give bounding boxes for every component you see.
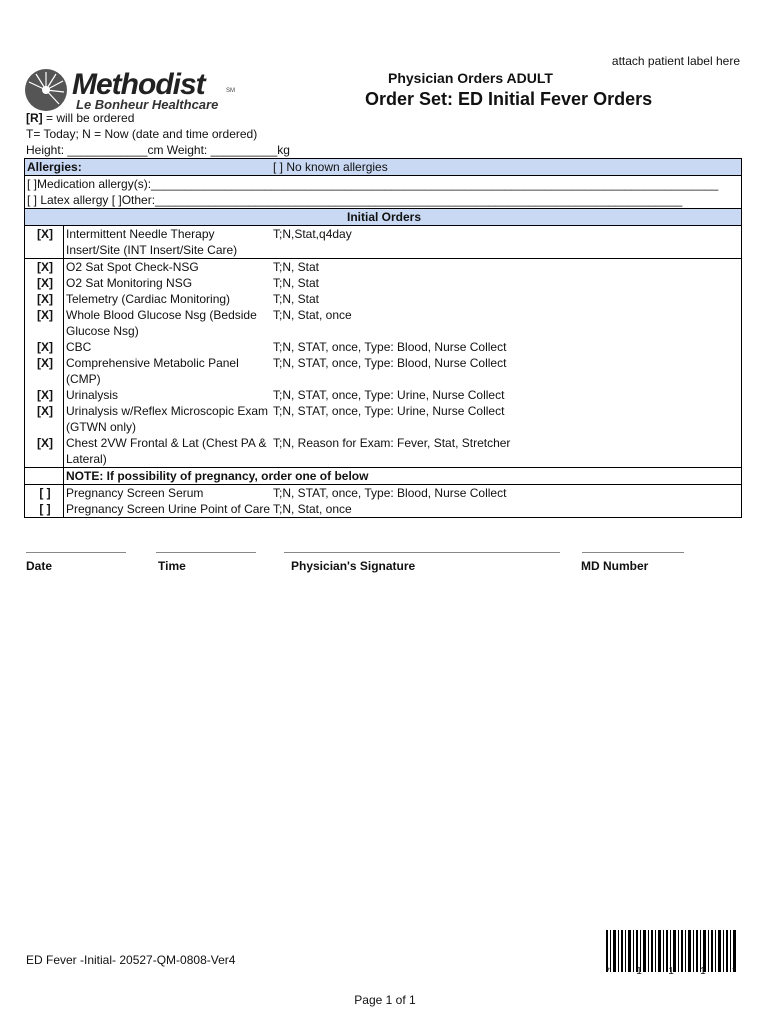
order-name: O2 Sat Monitoring NSG: [64, 275, 272, 291]
order-row: [25, 339, 742, 355]
order-details: T;N, STAT, once, Type: Urine, Nurse Collect: [273, 388, 505, 402]
order-row: [25, 501, 742, 518]
order-name: Whole Blood Glucose Nsg (Bedside Glucose Nsg): [64, 307, 272, 339]
order-details: T;N, STAT, once, Type: Urine, Nurse Collect: [273, 404, 505, 418]
order-row: [25, 259, 742, 276]
order-row: [25, 403, 742, 435]
order-checkbox[interactable]: [X]: [37, 404, 53, 418]
barcode-char: 1: [700, 966, 706, 977]
page-number: Page 1 of 1: [354, 993, 416, 1007]
order-details: T;N, STAT, once, Type: Blood, Nurse Collect: [273, 340, 507, 354]
order-checkbox[interactable]: [X]: [37, 436, 53, 450]
order-checkbox[interactable]: [X]: [37, 388, 53, 402]
order-name: Urinalysis: [64, 387, 272, 403]
order-row: [25, 226, 742, 259]
order-row: [25, 307, 742, 339]
order-row: [25, 387, 742, 403]
time-line[interactable]: [156, 552, 256, 553]
order-checkbox[interactable]: [ ]: [39, 502, 51, 516]
order-checkbox[interactable]: [X]: [37, 340, 53, 354]
logo-servicemark: SM: [226, 88, 235, 94]
order-name: Pregnancy Screen Urine Point of Care: [64, 501, 272, 518]
order-checkbox[interactable]: [X]: [37, 356, 53, 370]
order-details: T;N, Stat: [273, 292, 320, 306]
medication-allergy-row: [25, 176, 742, 193]
order-details: T;N, Reason for Exam: Fever, Stat, Stretcher: [273, 436, 511, 450]
physician-signature-line[interactable]: [284, 552, 560, 553]
logo-wordmark: Methodist: [72, 68, 205, 101]
order-row: [25, 485, 742, 502]
barcode-char: *: [606, 966, 610, 977]
time-label: Time: [158, 559, 186, 573]
height-weight-field[interactable]: Height: ____________cm Weight: __________kg: [26, 143, 290, 157]
methodist-logo: [24, 68, 239, 116]
order-details: T;N, STAT, once, Type: Blood, Nurse Collect: [271, 485, 742, 502]
order-name: Telemetry (Cardiac Monitoring): [64, 291, 272, 307]
order-checkbox[interactable]: [X]: [37, 292, 53, 306]
form-code: ED Fever -Initial- 20527-QM-0808-Ver4: [26, 953, 236, 967]
pregnancy-note-row: [25, 468, 742, 485]
order-checkbox[interactable]: [X]: [25, 226, 64, 259]
legend-r-marker: [R]: [26, 111, 43, 125]
barcode-char: *: [732, 966, 736, 977]
pregnancy-note: NOTE: If possibility of pregnancy, order one of below: [64, 468, 742, 485]
order-name: Intermittent Needle Therapy Insert/Site (INT Insert/Site Care): [64, 226, 272, 259]
logo-sunburst-icon: [24, 68, 68, 112]
order-name: Comprehensive Metabolic Panel (CMP): [64, 355, 272, 387]
order-details: T;N, STAT, once, Type: Blood, Nurse Collect: [273, 356, 507, 370]
order-details: T;N,Stat,q4day: [271, 226, 742, 259]
order-details: T;N, Stat, once: [273, 502, 352, 516]
latex-allergy-row: [25, 192, 742, 209]
order-name: CBC: [64, 339, 272, 355]
order-name: Pregnancy Screen Serum: [64, 485, 272, 502]
allergies-row: [25, 159, 742, 176]
order-name: Chest 2VW Frontal & Lat (Chest PA & Lateral): [64, 435, 272, 468]
legend-t: T= Today; N = Now (date and time ordered): [26, 127, 258, 141]
orders-table: [24, 158, 742, 518]
physician-signature-label: Physician's Signature: [291, 559, 416, 573]
order-row: [25, 275, 742, 291]
form-title: Physician Orders ADULT: [388, 70, 553, 86]
latex-allergy-field[interactable]: [ ] Latex allergy [ ]Other:_______________________________________________________________________________: [27, 193, 683, 207]
md-number-label: MD Number: [581, 559, 649, 573]
order-name: Urinalysis w/Reflex Microscopic Exam (GTWN only): [64, 403, 272, 435]
order-row: [25, 355, 742, 387]
initial-orders-header: [25, 209, 742, 226]
date-label: Date: [26, 559, 53, 573]
barcode-char: 1: [668, 966, 674, 977]
patient-label-placeholder: attach patient label here: [611, 54, 740, 68]
order-details: T;N, Stat: [273, 276, 320, 290]
order-details: T;N, Stat, once: [273, 308, 352, 322]
order-details: T;N, Stat: [271, 259, 742, 276]
order-row: [25, 291, 742, 307]
section-title: Initial Orders: [25, 209, 742, 226]
order-row: [25, 435, 742, 468]
logo-subtitle: Le Bonheur Healthcare: [76, 97, 219, 112]
order-checkbox[interactable]: [X]: [37, 276, 53, 290]
order-checkbox[interactable]: [X]: [25, 259, 64, 276]
barcode-text: [606, 966, 736, 977]
date-line[interactable]: [26, 552, 126, 553]
legend-r-text: = will be ordered: [42, 111, 135, 125]
md-number-line[interactable]: [582, 552, 684, 553]
order-checkbox[interactable]: [X]: [37, 308, 53, 322]
order-name: O2 Sat Spot Check-NSG: [64, 259, 272, 276]
order-set-title: Order Set: ED Initial Fever Orders: [365, 89, 653, 109]
allergies-label: Allergies:: [25, 159, 272, 176]
legend-r: [26, 110, 134, 126]
barcode-char: 1: [636, 966, 642, 977]
no-known-allergies-checkbox[interactable]: [ ] No known allergies: [271, 159, 742, 176]
order-checkbox[interactable]: [ ]: [25, 485, 64, 502]
medication-allergy-field[interactable]: [ ]Medication allergy(s):_____________________________________________________________________________________: [25, 176, 742, 193]
